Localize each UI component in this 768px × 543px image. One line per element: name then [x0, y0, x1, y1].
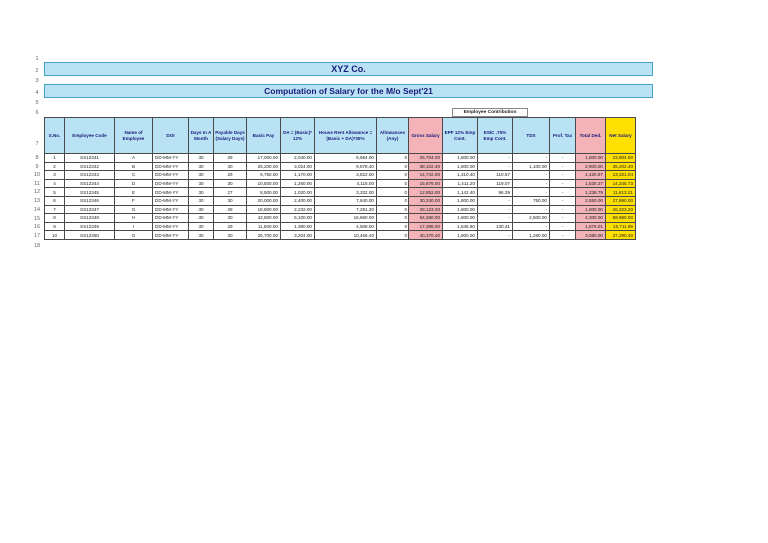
tds-cell[interactable]: 1,100.00 — [513, 162, 550, 171]
row-number[interactable]: 16 — [33, 224, 41, 230]
epf-cell[interactable]: 1,800.00 — [443, 162, 478, 171]
table-row — [45, 179, 636, 188]
da-cell[interactable]: 1,260.00 — [281, 179, 315, 188]
basic-pay-cell[interactable]: 42,500.00 — [247, 214, 281, 223]
esic-cell[interactable]: - — [478, 231, 513, 240]
payable-days-cell[interactable]: 29 — [214, 222, 247, 231]
salary-table-body — [45, 154, 636, 240]
doi-cell[interactable]: DD-MM-YY — [153, 171, 189, 180]
doi-cell[interactable]: DD-MM-YY — [153, 179, 189, 188]
sno-cell[interactable]: 5 — [45, 188, 65, 197]
header-row — [45, 118, 636, 154]
sno-cell[interactable]: 4 — [45, 179, 65, 188]
net-salary-cell[interactable]: 26,323.20 — [606, 205, 636, 214]
employee-name-cell[interactable]: C — [115, 171, 153, 180]
employee-code-cell[interactable]: SS12348 — [65, 214, 115, 223]
row-number[interactable]: 7 — [35, 141, 39, 147]
header-epf[interactable]: EPF 12% Emp Cont. — [443, 118, 478, 154]
row-number[interactable]: 5 — [35, 100, 39, 106]
days-in-month-cell[interactable]: 30 — [189, 214, 214, 223]
total-deduction-cell[interactable]: 1,238.79 — [576, 188, 606, 197]
doi-cell[interactable]: DD-MM-YY — [153, 154, 189, 163]
tds-cell[interactable]: - — [513, 205, 550, 214]
da-cell[interactable]: 2,400.00 — [281, 196, 315, 205]
allowances-cell[interactable]: 0 — [377, 205, 409, 214]
epf-cell[interactable]: 1,800.00 — [443, 205, 478, 214]
gross-salary-cell[interactable]: 15,876.00 — [409, 179, 443, 188]
row-number[interactable]: 2 — [35, 68, 39, 74]
hra-cell[interactable]: 4,508.00 — [315, 222, 377, 231]
doi-cell[interactable]: DD-MM-YY — [153, 222, 189, 231]
total-deduction-cell[interactable]: 1,676.01 — [576, 222, 606, 231]
payable-days-cell[interactable]: 30 — [214, 196, 247, 205]
prof-tax-cell[interactable]: - — [550, 171, 576, 180]
row-number[interactable]: 10 — [33, 172, 41, 178]
table-row — [45, 188, 636, 197]
employee-code-cell[interactable]: SS12347 — [65, 205, 115, 214]
net-salary-cell[interactable]: 15,711.99 — [606, 222, 636, 231]
days-in-month-cell[interactable]: 30 — [189, 231, 214, 240]
gross-salary-cell[interactable]: 17,388.00 — [409, 222, 443, 231]
allowances-cell[interactable]: 0 — [377, 171, 409, 180]
company-banner: XYZ Co. — [44, 62, 653, 76]
employee-code-cell[interactable]: SS12342 — [65, 162, 115, 171]
hra-cell[interactable]: 3,332.00 — [315, 188, 377, 197]
doi-cell[interactable]: DD-MM-YY — [153, 205, 189, 214]
net-salary-cell[interactable]: 27,690.00 — [606, 196, 636, 205]
gross-salary-cell[interactable]: 28,123.20 — [409, 205, 443, 214]
epf-cell[interactable]: 1,142.40 — [443, 188, 478, 197]
da-cell[interactable]: 3,024.00 — [281, 162, 315, 171]
total-deduction-cell[interactable]: 2,550.00 — [576, 196, 606, 205]
payable-days-cell[interactable]: 27 — [214, 188, 247, 197]
total-deduction-cell[interactable]: 1,800.00 — [576, 205, 606, 214]
esic-cell[interactable]: 110.57 — [478, 171, 513, 180]
gross-salary-cell[interactable]: 30,240.00 — [409, 196, 443, 205]
tds-cell[interactable]: 1,280.00 — [513, 231, 550, 240]
header-allowances[interactable]: Allowances (Any) — [377, 118, 409, 154]
employee-name-cell[interactable]: I — [115, 222, 153, 231]
hra-cell[interactable]: 10,466.40 — [315, 231, 377, 240]
net-salary-cell[interactable]: 37,290.40 — [606, 231, 636, 240]
table-row — [45, 196, 636, 205]
doi-cell[interactable]: DD-MM-YY — [153, 214, 189, 223]
header-tds[interactable]: TDS — [513, 118, 550, 154]
header-payable-days[interactable]: Payable Days (Salary Days) — [214, 118, 247, 154]
doi-cell[interactable]: DD-MM-YY — [153, 188, 189, 197]
sheet-title-banner: Computation of Salary for the M/o Sept'21 — [44, 84, 653, 98]
gross-salary-cell[interactable]: 25,704.00 — [409, 154, 443, 163]
tds-cell[interactable]: - — [513, 188, 550, 197]
row-number[interactable]: 9 — [35, 164, 39, 170]
allowances-cell[interactable]: 0 — [377, 179, 409, 188]
employee-name-cell[interactable]: F — [115, 196, 153, 205]
da-cell[interactable]: 1,380.00 — [281, 222, 315, 231]
hra-cell[interactable]: 7,291.20 — [315, 205, 377, 214]
prof-tax-cell[interactable]: - — [550, 205, 576, 214]
da-cell[interactable]: 5,100.00 — [281, 214, 315, 223]
prof-tax-cell[interactable]: - — [550, 154, 576, 163]
salary-table — [44, 117, 636, 240]
table-row — [45, 154, 636, 163]
sno-cell[interactable]: 3 — [45, 171, 65, 180]
row-number[interactable]: 17 — [33, 233, 41, 239]
table-row — [45, 231, 636, 240]
da-cell[interactable]: 2,040.00 — [281, 154, 315, 163]
prof-tax-cell[interactable]: - — [550, 188, 576, 197]
esic-cell[interactable]: 96.39 — [478, 188, 513, 197]
header-gross-salary[interactable]: Gross Salary — [409, 118, 443, 154]
employee-name-cell[interactable]: H — [115, 214, 153, 223]
employee-name-cell[interactable]: G — [115, 231, 153, 240]
table-row — [45, 205, 636, 214]
gross-salary-cell[interactable]: 40,370.40 — [409, 231, 443, 240]
prof-tax-cell[interactable]: - — [550, 162, 576, 171]
payable-days-cell[interactable]: 30 — [214, 231, 247, 240]
days-in-month-cell[interactable]: 30 — [189, 154, 214, 163]
da-cell[interactable]: 1,020.00 — [281, 188, 315, 197]
epf-cell[interactable]: 1,411.20 — [443, 179, 478, 188]
payable-days-cell[interactable]: 28 — [214, 154, 247, 163]
prof-tax-cell[interactable]: - — [550, 179, 576, 188]
allowances-cell[interactable]: 0 — [377, 154, 409, 163]
sno-cell[interactable]: 6 — [45, 196, 65, 205]
employee-code-cell[interactable]: SS12350 — [65, 231, 115, 240]
header-total-deduction[interactable]: Total Ded. — [576, 118, 606, 154]
header-hra[interactable]: House Rent Allowance = (Basic + DA)*35% — [315, 118, 377, 154]
doi-cell[interactable]: DD-MM-YY — [153, 196, 189, 205]
row-number[interactable]: 3 — [35, 78, 39, 84]
epf-cell[interactable]: 1,310.40 — [443, 171, 478, 180]
payable-days-cell[interactable]: 30 — [214, 179, 247, 188]
esic-cell[interactable]: - — [478, 162, 513, 171]
net-salary-cell[interactable]: 13,321.04 — [606, 171, 636, 180]
employee-name-cell[interactable]: A — [115, 154, 153, 163]
net-salary-cell[interactable]: 35,202.40 — [606, 162, 636, 171]
table-row — [45, 171, 636, 180]
allowances-cell[interactable]: 0 — [377, 214, 409, 223]
tds-cell[interactable]: 750.00 — [513, 196, 550, 205]
row-number[interactable]: 15 — [33, 216, 41, 222]
esic-cell[interactable]: - — [478, 154, 513, 163]
tds-cell[interactable]: - — [513, 179, 550, 188]
net-salary-cell[interactable]: 14,345.73 — [606, 179, 636, 188]
total-deduction-cell[interactable]: 3,080.00 — [576, 231, 606, 240]
hra-cell[interactable]: 16,660.00 — [315, 214, 377, 223]
days-in-month-cell[interactable]: 30 — [189, 188, 214, 197]
esic-cell[interactable]: - — [478, 196, 513, 205]
total-deduction-cell[interactable]: 1,800.00 — [576, 154, 606, 163]
epf-cell[interactable]: 1,800.00 — [443, 154, 478, 163]
sno-cell[interactable]: 7 — [45, 205, 65, 214]
allowances-cell[interactable]: 0 — [377, 222, 409, 231]
net-salary-cell[interactable]: 23,904.00 — [606, 154, 636, 163]
sno-cell[interactable]: 2 — [45, 162, 65, 171]
hra-cell[interactable]: 4,116.00 — [315, 179, 377, 188]
payable-days-cell[interactable]: 28 — [214, 205, 247, 214]
gross-salary-cell[interactable]: 38,102.40 — [409, 162, 443, 171]
employee-code-cell[interactable]: SS12346 — [65, 196, 115, 205]
basic-pay-cell[interactable]: 8,500.00 — [247, 188, 281, 197]
epf-cell[interactable]: 1,545.60 — [443, 222, 478, 231]
epf-cell[interactable]: 1,800.00 — [443, 214, 478, 223]
days-in-month-cell[interactable]: 30 — [189, 171, 214, 180]
gross-salary-cell[interactable]: 12,852.00 — [409, 188, 443, 197]
esic-cell[interactable]: 119.07 — [478, 179, 513, 188]
total-deduction-cell[interactable]: 2,900.00 — [576, 162, 606, 171]
days-in-month-cell[interactable]: 30 — [189, 196, 214, 205]
payable-days-cell[interactable]: 29 — [214, 171, 247, 180]
employee-code-cell[interactable]: SS12344 — [65, 179, 115, 188]
epf-cell[interactable]: 1,800.00 — [443, 231, 478, 240]
row-number[interactable]: 12 — [33, 189, 41, 195]
basic-pay-cell[interactable]: 9,750.00 — [247, 171, 281, 180]
employee-code-cell[interactable]: SS12343 — [65, 171, 115, 180]
total-deduction-cell[interactable]: 4,300.00 — [576, 214, 606, 223]
payable-days-cell[interactable]: 30 — [214, 162, 247, 171]
doi-cell[interactable]: DD-MM-YY — [153, 231, 189, 240]
basic-pay-cell[interactable]: 20,000.00 — [247, 196, 281, 205]
header-prof-tax[interactable]: Prof. Tax — [550, 118, 576, 154]
sno-cell[interactable]: 8 — [45, 214, 65, 223]
da-cell[interactable]: 2,232.00 — [281, 205, 315, 214]
header-basic-pay[interactable]: Basic Pay — [247, 118, 281, 154]
hra-cell[interactable]: 3,822.00 — [315, 171, 377, 180]
header-esic[interactable]: ESIC .75% Emp Cont. — [478, 118, 513, 154]
days-in-month-cell[interactable]: 30 — [189, 179, 214, 188]
basic-pay-cell[interactable]: 10,500.00 — [247, 179, 281, 188]
hra-cell[interactable]: 7,840.00 — [315, 196, 377, 205]
header-days-in-month[interactable]: Days In A Month — [189, 118, 214, 154]
days-in-month-cell[interactable]: 30 — [189, 205, 214, 214]
prof-tax-cell[interactable]: - — [550, 214, 576, 223]
epf-cell[interactable]: 1,800.00 — [443, 196, 478, 205]
esic-cell[interactable]: 130.41 — [478, 222, 513, 231]
sno-cell[interactable]: 9 — [45, 222, 65, 231]
employee-name-cell[interactable]: D — [115, 179, 153, 188]
table-row — [45, 222, 636, 231]
row-number[interactable]: 18 — [33, 243, 41, 249]
prof-tax-cell[interactable]: - — [550, 196, 576, 205]
tds-cell[interactable]: - — [513, 154, 550, 163]
esic-cell[interactable]: - — [478, 214, 513, 223]
row-number[interactable]: 4 — [35, 90, 39, 96]
row-number[interactable]: 11 — [34, 181, 40, 187]
header-doi[interactable]: DOI — [153, 118, 189, 154]
tds-cell[interactable]: - — [513, 222, 550, 231]
prof-tax-cell[interactable]: - — [550, 231, 576, 240]
total-deduction-cell[interactable]: 1,530.27 — [576, 179, 606, 188]
employee-name-cell[interactable]: G — [115, 205, 153, 214]
tds-cell[interactable]: 2,500.00 — [513, 214, 550, 223]
sno-cell[interactable]: 10 — [45, 231, 65, 240]
basic-pay-cell[interactable]: 18,600.00 — [247, 205, 281, 214]
header-employee-name[interactable]: Name of Employee — [115, 118, 153, 154]
hra-cell[interactable]: 9,878.40 — [315, 162, 377, 171]
da-cell[interactable]: 3,204.00 — [281, 231, 315, 240]
allowances-cell[interactable]: 0 — [377, 231, 409, 240]
payable-days-cell[interactable]: 30 — [214, 214, 247, 223]
row-number[interactable]: 8 — [35, 155, 39, 161]
table-row — [45, 214, 636, 223]
basic-pay-cell[interactable]: 25,200.00 — [247, 162, 281, 171]
prof-tax-cell[interactable]: - — [550, 222, 576, 231]
row-number[interactable]: 1 — [35, 56, 39, 62]
net-salary-cell[interactable]: 11,613.21 — [606, 188, 636, 197]
header-employee-code[interactable]: Employee Code — [65, 118, 115, 154]
sno-cell[interactable]: 1 — [45, 154, 65, 163]
gross-salary-cell[interactable]: 14,742.00 — [409, 171, 443, 180]
employee-name-cell[interactable]: B — [115, 162, 153, 171]
basic-pay-cell[interactable]: 17,000.00 — [247, 154, 281, 163]
header-sno[interactable]: S.No. — [45, 118, 65, 154]
hra-cell[interactable]: 6,664.00 — [315, 154, 377, 163]
basic-pay-cell[interactable]: 11,500.00 — [247, 222, 281, 231]
header-net-salary[interactable]: Net Salary — [606, 118, 636, 154]
days-in-month-cell[interactable]: 30 — [189, 162, 214, 171]
header-da[interactable]: DA = (Basic)* 12% — [281, 118, 315, 154]
employee-code-cell[interactable]: SS12341 — [65, 154, 115, 163]
table-row — [45, 162, 636, 171]
allowances-cell[interactable]: 0 — [377, 188, 409, 197]
employee-code-cell[interactable]: SS12349 — [65, 222, 115, 231]
allowances-cell[interactable]: 0 — [377, 162, 409, 171]
employee-name-cell[interactable]: E — [115, 188, 153, 197]
net-salary-cell[interactable]: 59,960.00 — [606, 214, 636, 223]
da-cell[interactable]: 1,170.00 — [281, 171, 315, 180]
esic-cell[interactable]: - — [478, 205, 513, 214]
tds-cell[interactable]: - — [513, 171, 550, 180]
row-number[interactable]: 6 — [35, 110, 39, 116]
employee-contribution-label: Employee Contribution — [452, 108, 528, 117]
days-in-month-cell[interactable]: 30 — [189, 222, 214, 231]
allowances-cell[interactable]: 0 — [377, 196, 409, 205]
doi-cell[interactable]: DD-MM-YY — [153, 162, 189, 171]
total-deduction-cell[interactable]: 1,420.97 — [576, 171, 606, 180]
row-number[interactable]: 13 — [33, 198, 41, 204]
basic-pay-cell[interactable]: 26,700.00 — [247, 231, 281, 240]
gross-salary-cell[interactable]: 64,260.00 — [409, 214, 443, 223]
row-number[interactable]: 14 — [33, 207, 41, 213]
employee-code-cell[interactable]: SS12345 — [65, 188, 115, 197]
